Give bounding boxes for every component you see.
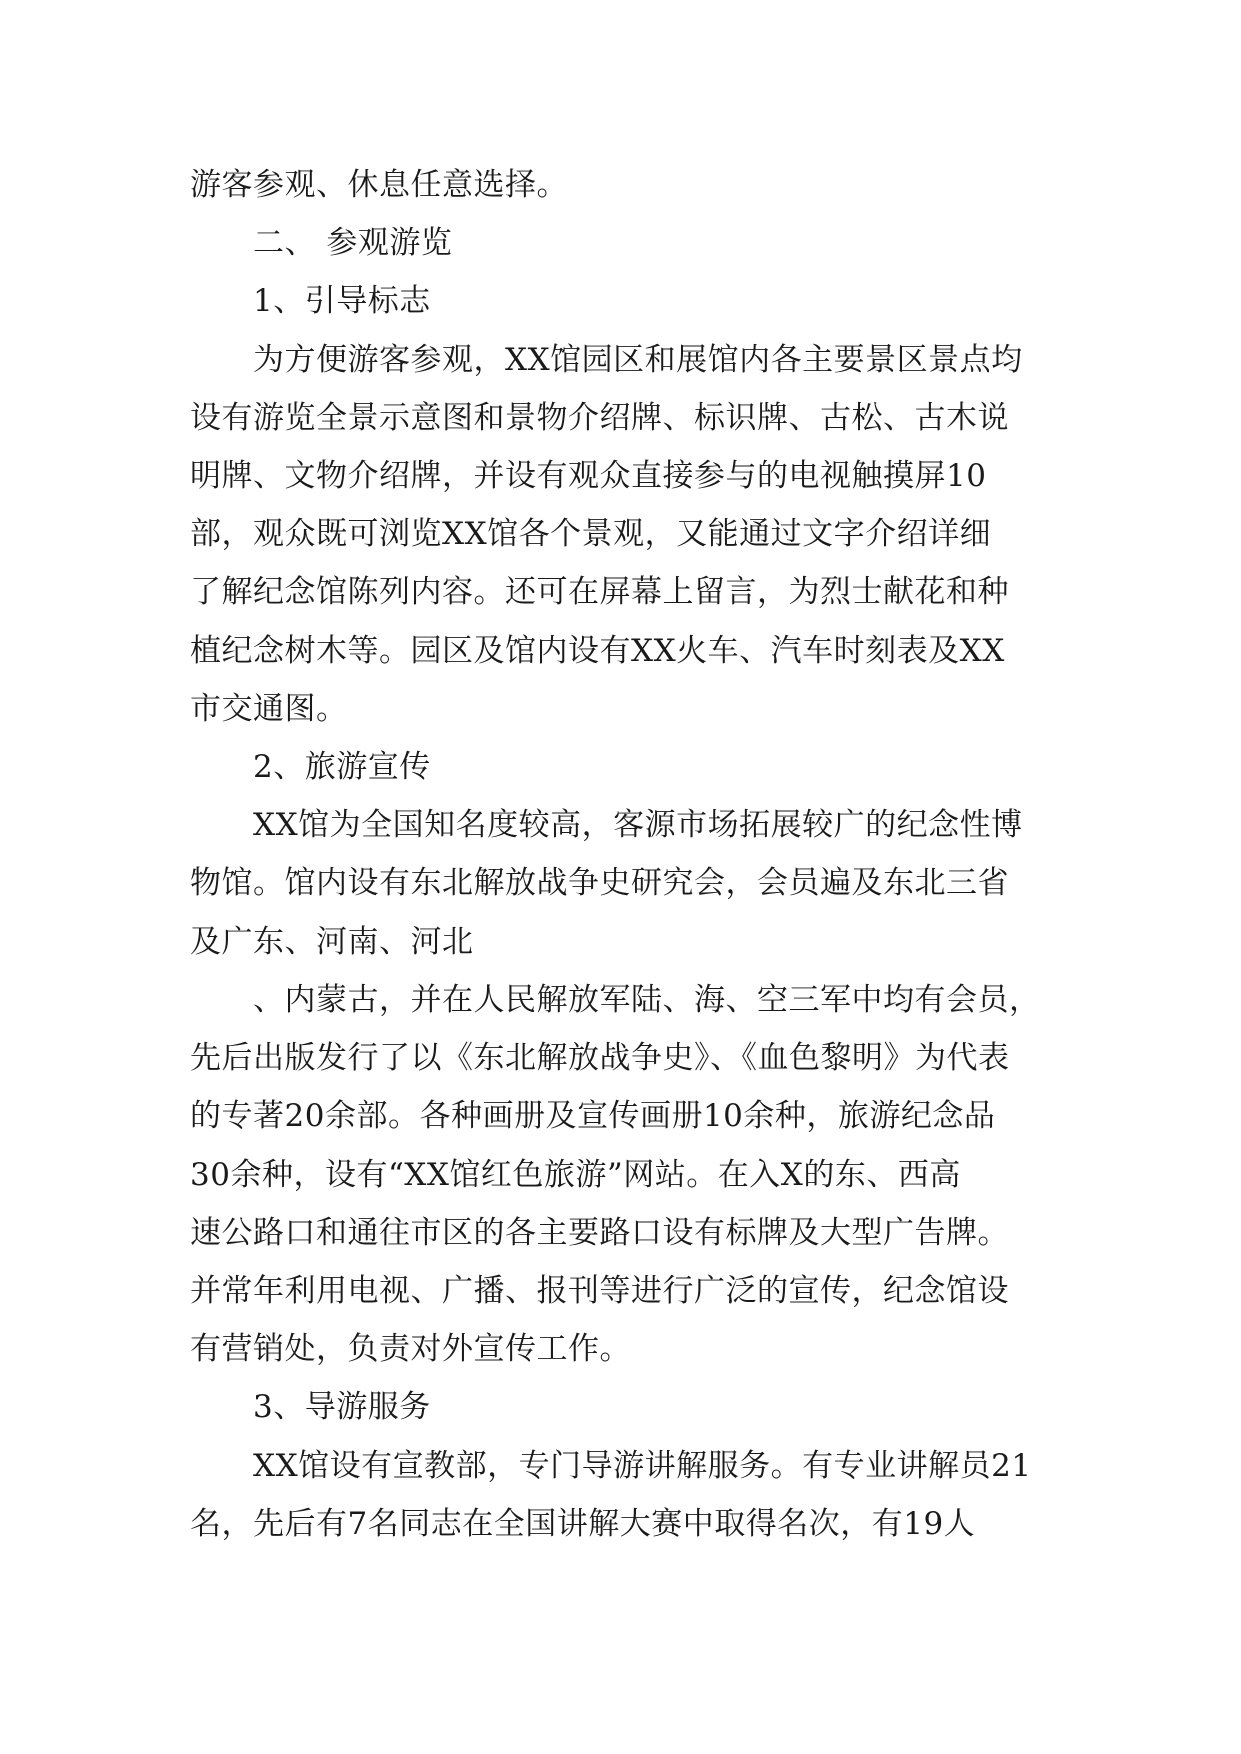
text-line: 速公路口和通往市区的各主要路口设有标牌及大型广告牌。 <box>190 1215 1009 1251</box>
text-line: 游客参观、休息任意选择。 <box>190 167 568 203</box>
text-line: 有营销处，负责对外宣传工作。 <box>190 1331 631 1367</box>
subsection-heading: 2、旅游宣传 <box>253 749 431 785</box>
text-line: 30余种，设有“XX馆红色旅游”网站。在入X的东、西高 <box>190 1157 961 1193</box>
text-line: 部，观众既可浏览XX馆各个景观，又能通过文字介绍详细 <box>190 516 992 552</box>
text-line: 、内蒙古，并在人民解放军陆、海、空三军中均有会员， <box>253 982 1041 1018</box>
text-line: XX馆为全国知名度较高，客源市场拓展较广的纪念性博 <box>253 807 1023 843</box>
text-line: 市交通图。 <box>190 691 348 727</box>
text-line: 为方便游客参观，XX馆园区和展馆内各主要景区景点均 <box>253 342 1023 378</box>
text-line: 名，先后有7名同志在全国讲解大赛中取得名次，有19人 <box>190 1506 976 1542</box>
text-line: 并常年利用电视、广播、报刊等进行广泛的宣传，纪念馆设 <box>190 1273 1009 1309</box>
text-line: XX馆设有宣教部，专门导游讲解服务。有专业讲解员21 <box>253 1448 1032 1484</box>
section-heading: 二、 参观游览 <box>253 225 453 261</box>
text-line: 设有游览全景示意图和景物介绍牌、标识牌、古松、古木说 <box>190 400 1009 436</box>
text-line: 了解纪念馆陈列内容。还可在屏幕上留言，为烈士献花和种 <box>190 574 1009 610</box>
subsection-heading: 3、导游服务 <box>253 1389 431 1425</box>
text-line: 先后出版发行了以《东北解放战争史》、《血色黎明》为代表 <box>190 1040 1010 1076</box>
text-line: 植纪念树木等。园区及馆内设有XX火车、汽车时刻表及XX <box>190 633 1005 669</box>
text-line: 及广东、河南、河北 <box>190 924 474 960</box>
subsection-heading: 1、引导标志 <box>253 283 431 319</box>
text-line: 的专著20余部。各种画册及宣传画册10余种，旅游纪念品 <box>190 1098 996 1134</box>
text-line: 明牌、文物介绍牌，并设有观众直接参与的电视触摸屏10 <box>190 458 987 494</box>
text-line: 物馆。馆内设有东北解放战争史研究会，会员遍及东北三省 <box>190 865 1009 901</box>
